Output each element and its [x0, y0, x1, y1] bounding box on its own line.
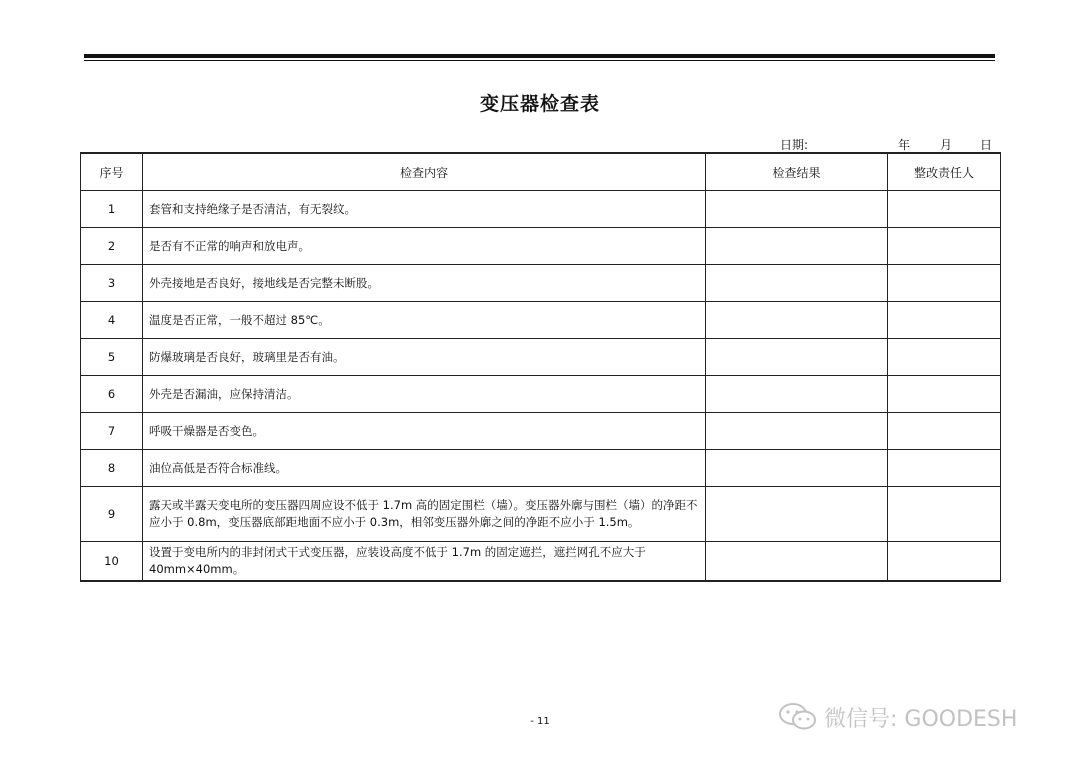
- date-line: [780, 136, 995, 152]
- row-number: 8: [81, 450, 143, 487]
- row-content: 防爆玻璃是否良好，玻璃里是否有油。: [143, 339, 706, 376]
- wechat-icon: [778, 702, 818, 732]
- result-cell[interactable]: [706, 542, 888, 582]
- table-row: [81, 450, 1001, 487]
- row-number: 1: [81, 191, 143, 228]
- row-number: 9: [81, 487, 143, 542]
- responsible-cell[interactable]: [888, 450, 1001, 487]
- row-number: 4: [81, 302, 143, 339]
- responsible-cell[interactable]: [888, 228, 1001, 265]
- result-cell[interactable]: [706, 487, 888, 542]
- date-month: 月: [940, 138, 953, 152]
- table-row: [81, 542, 1001, 582]
- result-cell[interactable]: [706, 413, 888, 450]
- row-number: 6: [81, 376, 143, 413]
- row-number: 3: [81, 265, 143, 302]
- document-title: 变压器检查表: [479, 93, 600, 115]
- table-row: [81, 376, 1001, 413]
- result-cell[interactable]: [706, 228, 888, 265]
- responsible-cell[interactable]: [888, 191, 1001, 228]
- responsible-cell[interactable]: [888, 265, 1001, 302]
- header-result: 检查结果: [706, 153, 888, 191]
- result-cell[interactable]: [706, 265, 888, 302]
- header-rule-thick: [84, 54, 995, 58]
- row-content: 温度是否正常，一般不超过 85℃。: [143, 302, 706, 339]
- row-number: 10: [81, 542, 143, 582]
- row-content: 外壳接地是否良好，接地线是否完整未断股。: [143, 265, 706, 302]
- result-cell[interactable]: [706, 191, 888, 228]
- row-content: 露天或半露天变电所的变压器四周应设不低于 1.7m 高的固定围栏（墙）。变压器外廓与围栏（墙）的净距不应小于 0.8m，变压器底部距地面不应小于 0.3m，相邻变压器外廓之间的净距不应小于 1.5m。: [143, 487, 706, 542]
- row-number: 2: [81, 228, 143, 265]
- date-day: 日: [980, 138, 993, 152]
- page-number: - 11: [530, 716, 550, 727]
- responsible-cell[interactable]: [888, 339, 1001, 376]
- row-content: 油位高低是否符合标准线。: [143, 450, 706, 487]
- table-row: [81, 302, 1001, 339]
- responsible-cell[interactable]: [888, 302, 1001, 339]
- date-label: 日期:: [780, 138, 809, 152]
- watermark: [778, 700, 1017, 734]
- row-content: 呼吸干燥器是否变色。: [143, 413, 706, 450]
- row-content: 是否有不正常的响声和放电声。: [143, 228, 706, 265]
- inspection-table: [80, 152, 1001, 582]
- responsible-cell[interactable]: [888, 413, 1001, 450]
- row-content: 外壳是否漏油，应保持清洁。: [143, 376, 706, 413]
- header-no: 序号: [81, 153, 143, 191]
- table-row: [81, 339, 1001, 376]
- date-year: 年: [898, 138, 911, 152]
- row-content: 设置于变电所内的非封闭式干式变压器，应装设高度不低于 1.7m 的固定遮拦，遮拦网孔不应大于 40mm×40mm。: [143, 542, 706, 582]
- table-row: [81, 487, 1001, 542]
- row-number: 5: [81, 339, 143, 376]
- result-cell[interactable]: [706, 376, 888, 413]
- table-row: [81, 265, 1001, 302]
- header-content: 检查内容: [143, 153, 706, 191]
- result-cell[interactable]: [706, 339, 888, 376]
- row-content: 套管和支持绝缘子是否清洁，有无裂纹。: [143, 191, 706, 228]
- header-rule-thin: [84, 60, 995, 61]
- result-cell[interactable]: [706, 450, 888, 487]
- table-row: [81, 228, 1001, 265]
- responsible-cell[interactable]: [888, 376, 1001, 413]
- row-number: 7: [81, 413, 143, 450]
- header-responsible: 整改责任人: [888, 153, 1001, 191]
- table-row: [81, 413, 1001, 450]
- responsible-cell[interactable]: [888, 542, 1001, 582]
- table-row: [81, 191, 1001, 228]
- watermark-text: 微信号: GOODESH: [824, 706, 1018, 732]
- result-cell[interactable]: [706, 302, 888, 339]
- responsible-cell[interactable]: [888, 487, 1001, 542]
